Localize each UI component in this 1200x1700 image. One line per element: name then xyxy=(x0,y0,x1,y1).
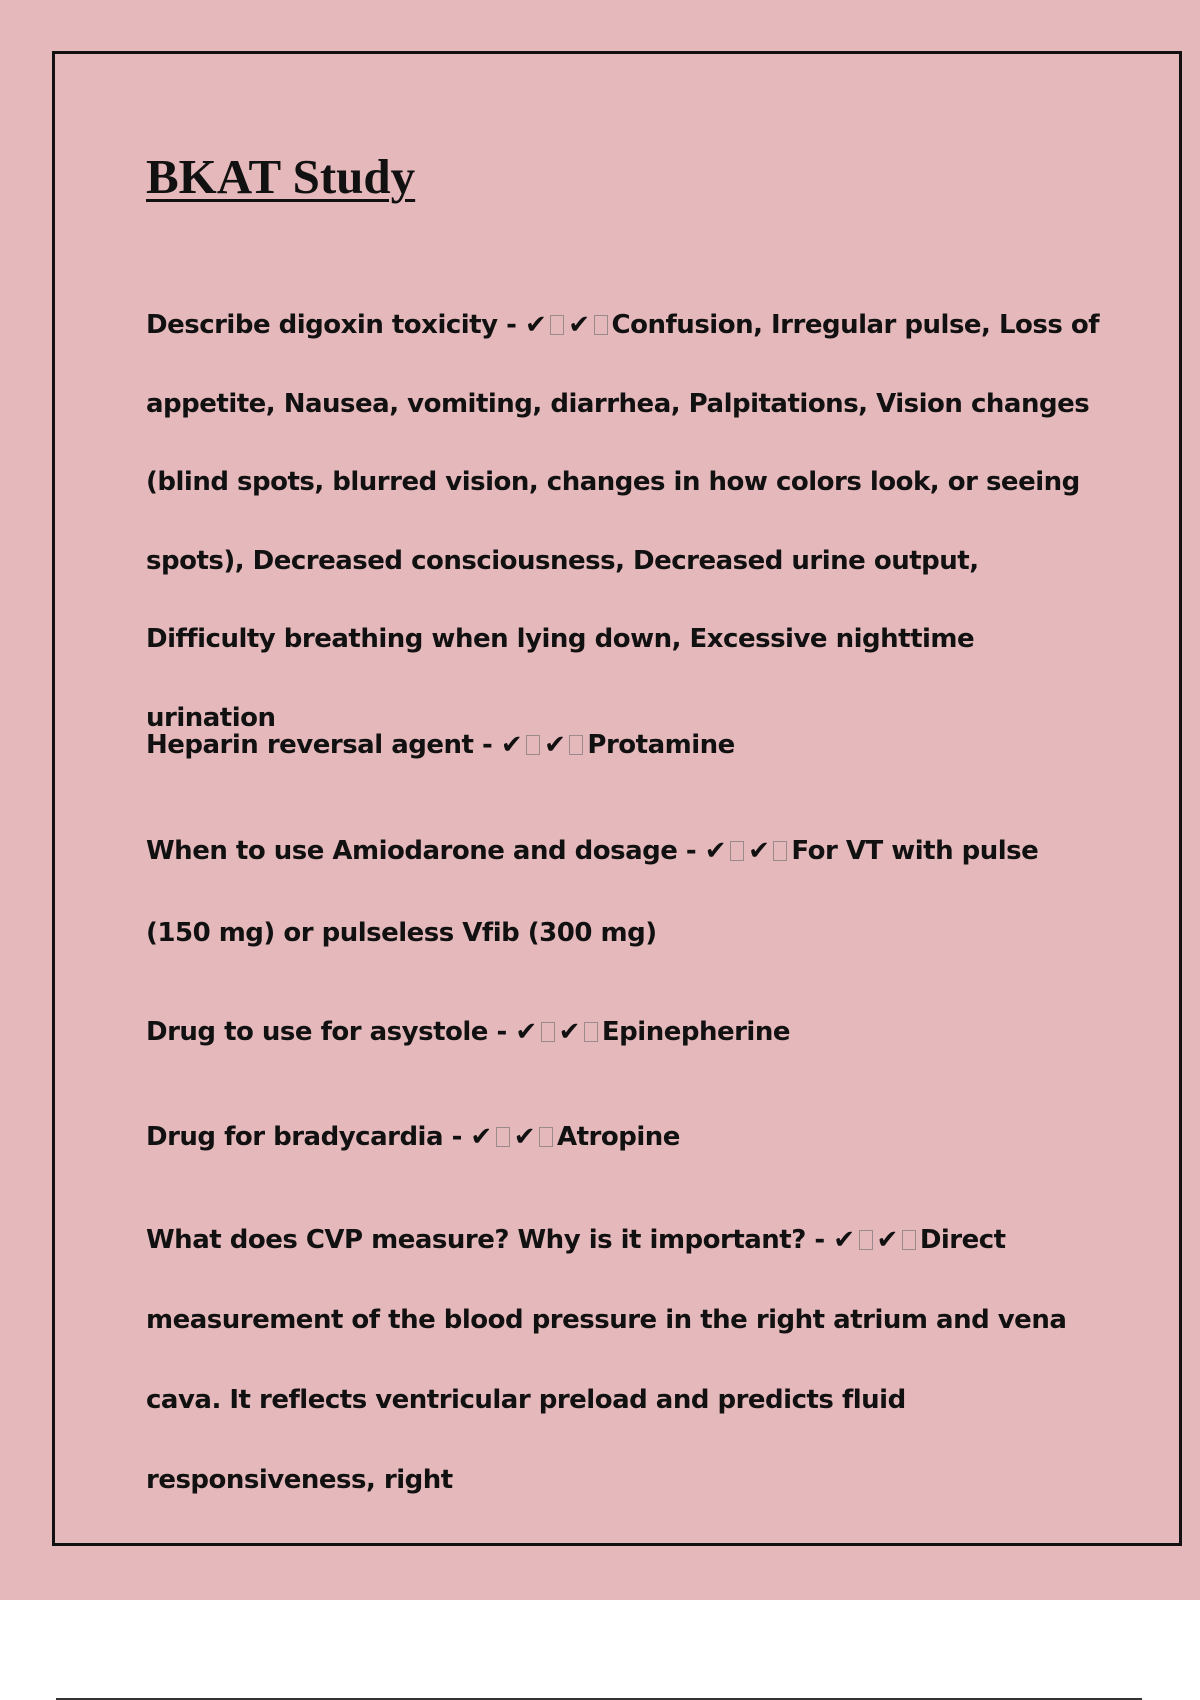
flashcard-digoxin-toxicity xyxy=(146,286,1106,757)
flashcard-amiodarone xyxy=(146,810,1106,974)
missing-glyph-icon xyxy=(584,1022,598,1042)
missing-glyph-icon xyxy=(541,1022,555,1042)
checkmark-icon: ✔ xyxy=(544,730,566,760)
flashcard-heparin-reversal xyxy=(146,706,1106,785)
flashcard-bradycardia xyxy=(146,1098,1106,1177)
checkmark-icon: ✔ xyxy=(704,836,727,866)
answer-text: Epinepherine xyxy=(601,1017,790,1047)
missing-glyph-icon xyxy=(594,315,608,335)
missing-glyph-icon xyxy=(526,735,540,755)
missing-glyph-icon xyxy=(539,1127,553,1147)
flashcard-asystole xyxy=(146,993,1106,1072)
page-title: BKAT Study xyxy=(146,149,416,204)
question-text: Heparin reversal agent - xyxy=(146,730,501,760)
checkmark-icon: ✔ xyxy=(513,1122,535,1152)
checkmark-icon: ✔ xyxy=(470,1122,492,1152)
question-text: Describe digoxin toxicity - xyxy=(146,310,525,340)
checkmark-icon: ✔ xyxy=(500,730,523,760)
checkmark-icon: ✔ xyxy=(524,310,547,340)
missing-glyph-icon xyxy=(902,1230,916,1250)
missing-glyph-icon xyxy=(773,841,787,861)
checkmark-icon: ✔ xyxy=(515,1017,537,1047)
missing-glyph-icon xyxy=(859,1230,873,1250)
missing-glyph-icon xyxy=(496,1127,510,1147)
question-text: Drug to use for asystole - xyxy=(146,1017,516,1047)
answer-text: Atropine xyxy=(557,1122,680,1152)
checkmark-icon: ✔ xyxy=(568,310,590,340)
checkmark-icon: ✔ xyxy=(833,1225,855,1255)
question-text: What does CVP measure? Why is it important? - xyxy=(146,1225,834,1255)
flashcard-cvp xyxy=(146,1200,1106,1520)
question-text: When to use Amiodarone and dosage - xyxy=(146,836,705,866)
checkmark-icon: ✔ xyxy=(876,1225,898,1255)
missing-glyph-icon xyxy=(569,735,583,755)
checkmark-icon: ✔ xyxy=(558,1017,580,1047)
answer-text: Direct measurement of the blood pressure in the right atrium and vena cava. It reflects ventricular preload and predicts fluid responsiveness, right xyxy=(146,1225,1067,1495)
checkmark-icon: ✔ xyxy=(748,836,770,866)
answer-text: Confusion, Irregular pulse, Loss of appetite, Nausea, vomiting, diarrhea, Palpitations, Vision changes (blind spots, blurred vision, changes in how colors look, or seeing spots), Decreased consciousness, Decreased urine output, Difficulty breathing when lying down, Excessive nighttime urination xyxy=(146,310,1100,733)
answer-text: For VT with pulse (150 mg) or pulseless Vfib (300 mg) xyxy=(146,836,1039,948)
question-text: Drug for bradycardia - xyxy=(146,1122,471,1152)
answer-text: Protamine xyxy=(587,730,735,760)
missing-glyph-icon xyxy=(730,841,744,861)
missing-glyph-icon xyxy=(550,315,564,335)
